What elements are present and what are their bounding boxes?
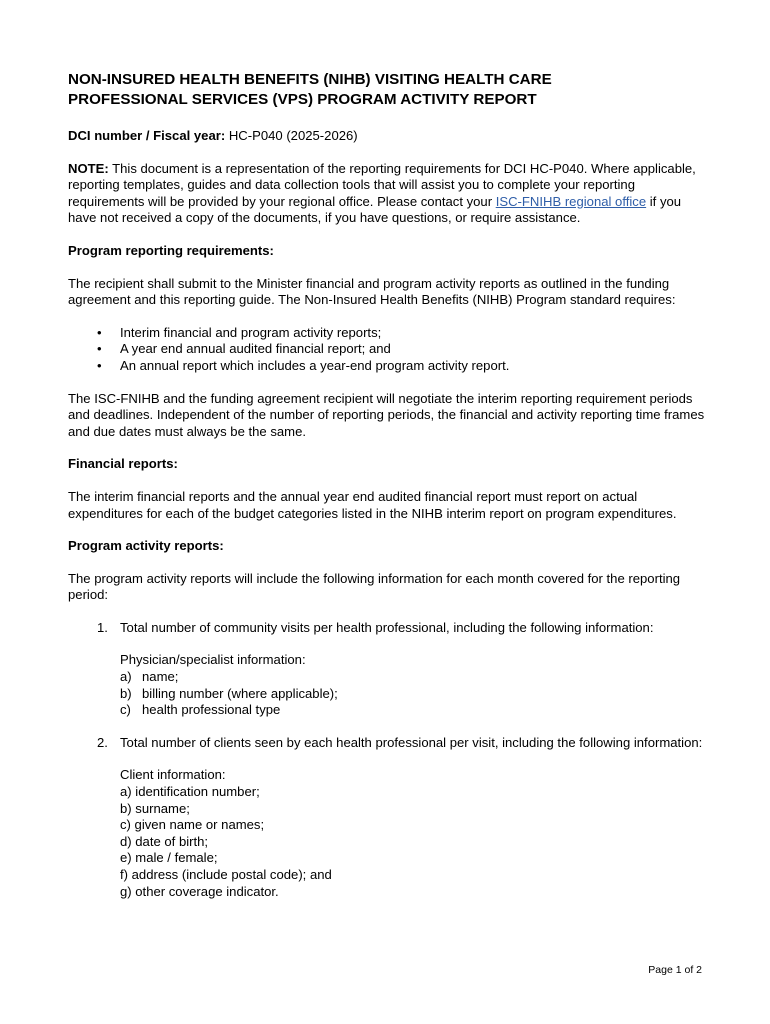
page-number: Page 1 of 2 bbox=[648, 964, 702, 976]
document-page bbox=[68, 70, 708, 900]
list-item: • A year end annual audited financial report; and bbox=[68, 341, 708, 358]
numbered-item-2 bbox=[68, 735, 708, 752]
note-text-after: if you have not received a copy of the documents, if you have questions, or require assistance. bbox=[68, 193, 682, 226]
title-line-1: NON-INSURED HEALTH BENEFITS (NIHB) VISITING HEALTH CARE bbox=[68, 71, 552, 88]
program-reporting-closing: The ISC-FNIHB and the funding agreement recipient will negotiate the interim reporting requirement periods and deadlines. Independent of the number of reporting periods, the financial and activity reporting time frames and due dates must always be the same. bbox=[68, 390, 705, 439]
list-item: a) name; bbox=[120, 669, 179, 685]
list-item: a) identification number; bbox=[120, 784, 260, 800]
item-text: Total number of clients seen by each health professional per visit, including the following information: bbox=[120, 734, 703, 750]
title-line-2: PROFESSIONAL SERVICES (VPS) PROGRAM ACTIVITY REPORT bbox=[68, 90, 537, 108]
financial-heading: Financial reports: bbox=[68, 456, 178, 472]
list-item: f) address (include postal code); and bbox=[120, 867, 332, 882]
note-text-before: This document is a representation of the reporting requirements for DCI HC-P040. Where applicable, reporting templates, guides and data collection tools that will assist you to complete your reporting requirements will be provided by your regional office. Please contact your bbox=[68, 160, 696, 209]
list-item: e) male / female; bbox=[120, 850, 218, 866]
list-item: c) given name or names; bbox=[120, 817, 265, 833]
dci-label: DCI number / Fiscal year: bbox=[68, 128, 226, 143]
dci-value: HC-P040 (2025-2026) bbox=[225, 128, 358, 143]
note-label: NOTE: bbox=[68, 160, 109, 176]
list-item: b) surname; bbox=[120, 800, 190, 816]
physician-info-list bbox=[68, 669, 708, 719]
dci-line bbox=[68, 128, 708, 145]
requirements-list bbox=[68, 325, 708, 375]
program-reporting-heading: Program reporting requirements: bbox=[68, 242, 274, 258]
numbered-item-1 bbox=[68, 620, 708, 637]
activity-intro: The program activity reports will include the following information for each month covered for the reporting period: bbox=[68, 570, 681, 603]
document-title bbox=[68, 70, 708, 109]
item-number: 1. bbox=[97, 619, 108, 635]
list-item: d) date of birth; bbox=[120, 833, 209, 849]
list-item: b) billing number (where applicable); bbox=[120, 685, 338, 701]
note-paragraph bbox=[68, 161, 708, 227]
financial-text: The interim financial reports and the annual year end audited financial report must report on actual expenditures for each of the budget categories listed in the NIHB interim report on program expenditures. bbox=[68, 488, 677, 521]
list-item: g) other coverage indicator. bbox=[120, 883, 279, 899]
client-info-heading: Client information: bbox=[120, 767, 226, 783]
list-item: • An annual report which includes a year-end program activity report. bbox=[68, 358, 708, 375]
physician-info-heading: Physician/specialist information: bbox=[120, 652, 306, 668]
regional-office-link[interactable]: ISC-FNIHB regional office bbox=[495, 193, 647, 209]
list-item: • Interim financial and program activity reports; bbox=[68, 325, 708, 342]
list-item: c) health professional type bbox=[120, 702, 281, 718]
activity-heading: Program activity reports: bbox=[68, 538, 224, 554]
item-number: 2. bbox=[97, 734, 108, 750]
item-text: Total number of community visits per health professional, including the following information: bbox=[120, 619, 654, 635]
program-reporting-intro: The recipient shall submit to the Minister financial and program activity reports as outlined in the funding agreement and this reporting guide. The Non-Insured Health Benefits (NIHB) Program standard requires: bbox=[68, 275, 676, 308]
client-info-list bbox=[68, 784, 708, 900]
